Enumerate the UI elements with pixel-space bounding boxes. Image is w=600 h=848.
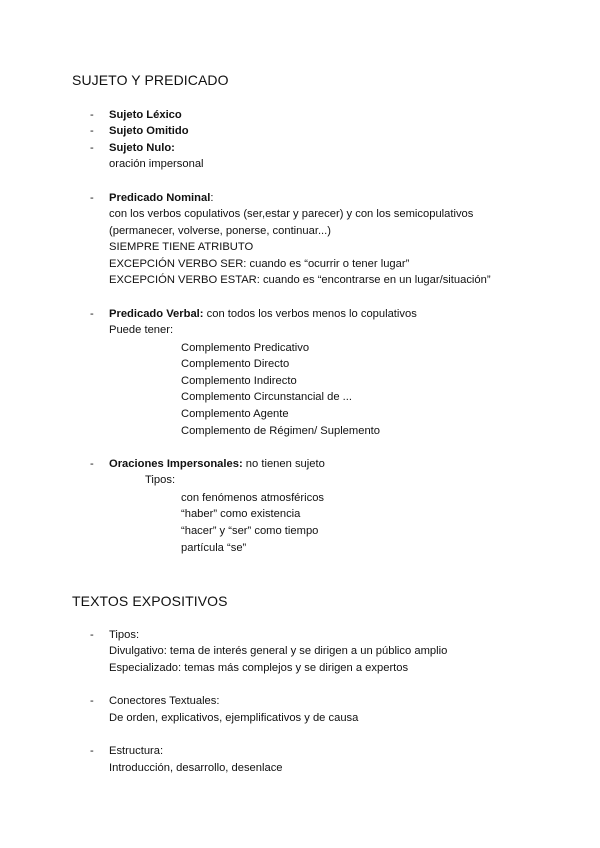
complemento-item: Complemento Directo (181, 358, 290, 370)
sujeto-nulo-desc: oración impersonal (109, 158, 204, 170)
bullet-dash: - (90, 308, 94, 320)
bullet-dash: - (90, 695, 94, 707)
conectores-label: Conectores Textuales: (109, 695, 220, 707)
tipo-item: con fenómenos atmosféricos (181, 492, 325, 504)
complemento-item: Complemento Circunstancial de ... (181, 391, 352, 403)
bullet-dash: - (90, 192, 94, 204)
bullet-dash: - (90, 125, 94, 137)
tipo-item: “haber” como existencia (181, 508, 301, 520)
sujeto-nulo: Sujeto Nulo: (109, 142, 175, 154)
bullet-dash: - (90, 458, 94, 470)
sujeto-omitido: Sujeto Omitido (109, 125, 189, 137)
tipo-item: “hacer” y “ser” como tiempo (181, 525, 319, 537)
predicado-verbal: Predicado Verbal: con todos los verbos menos lo copulativos (109, 308, 417, 320)
tipo-especializado: Especializado: temas más complejos y se dirigen a expertos (109, 662, 409, 674)
predicado-nominal-line-2: (permanecer, volverse, ponerse, continuar...) (109, 225, 331, 237)
complemento-item: Complemento Predicativo (181, 342, 310, 354)
tipo-divulgativo: Divulgativo: tema de interés general y se dirigen a un público amplio (109, 645, 448, 657)
tipos-label: Tipos: (109, 629, 140, 641)
conectores-text: De orden, explicativos, ejemplificativos y de causa (109, 712, 359, 724)
bullet-dash: - (90, 745, 94, 757)
estructura-text: Introducción, desarrollo, desenlace (109, 762, 283, 774)
predicado-nominal-line-4: EXCEPCIÓN VERBO SER: cuando es “ocurrir o tener lugar” (109, 258, 410, 270)
bullet-dash: - (90, 629, 94, 641)
puede-tener: Puede tener: (109, 324, 174, 336)
bullet-dash: - (90, 109, 94, 121)
oraciones-impersonales: Oraciones Impersonales: no tienen sujeto (109, 458, 325, 470)
sujeto-lexico: Sujeto Léxico (109, 109, 182, 121)
tipos-label: Tipos: (145, 474, 176, 486)
bullet-dash: - (90, 142, 94, 154)
predicado-nominal-line-1: con los verbos copulativos (ser,estar y parecer) y con los semicopulativos (109, 208, 474, 220)
complemento-item: Complemento Agente (181, 408, 289, 420)
estructura-label: Estructura: (109, 745, 164, 757)
predicado-nominal-line-3: SIEMPRE TIENE ATRIBUTO (109, 241, 254, 253)
section-title-textos-expositivos: TEXTOS EXPOSITIVOS (72, 593, 228, 609)
section-title-sujeto-predicado: SUJETO Y PREDICADO (72, 72, 229, 88)
predicado-nominal-label: Predicado Nominal: (109, 192, 214, 204)
complemento-item: Complemento Indirecto (181, 375, 297, 387)
predicado-nominal-line-5: EXCEPCIÓN VERBO ESTAR: cuando es “encontrarse en un lugar/situación” (109, 274, 491, 286)
tipo-item: partícula “se” (181, 542, 247, 554)
complemento-item: Complemento de Régimen/ Suplemento (181, 425, 380, 437)
